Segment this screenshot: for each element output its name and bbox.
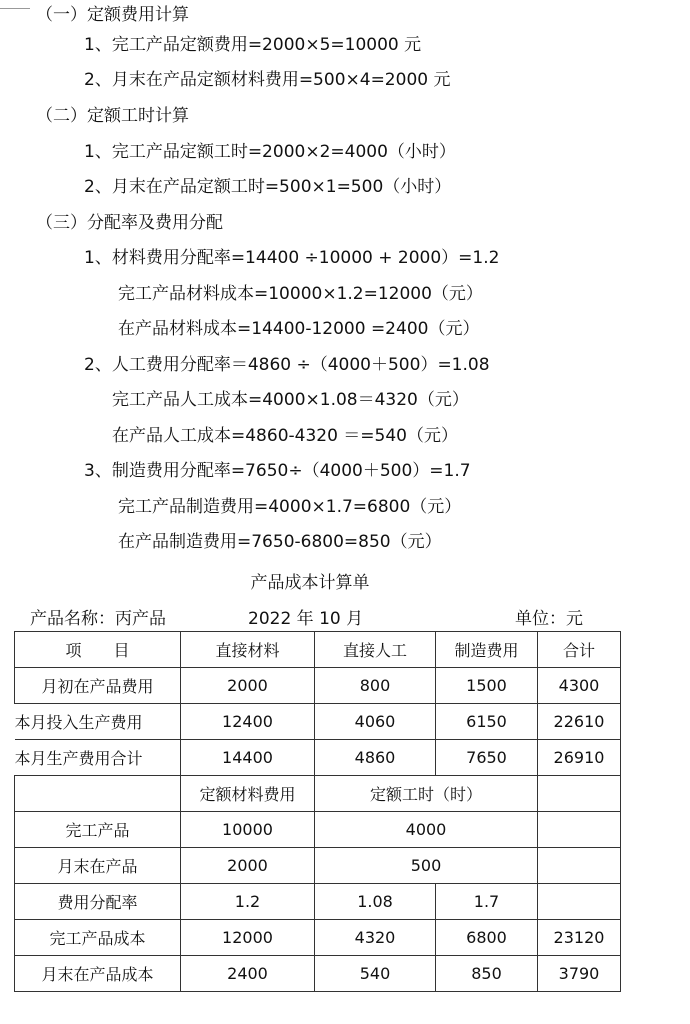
table-row: [15, 920, 621, 956]
table-cell: 10000: [181, 812, 315, 848]
table-cell: 800: [315, 668, 436, 704]
table-cell: 4000: [315, 812, 538, 848]
material-rate-line: 1、材料费用分配率=14400 ÷10000 + 2000）=1.2: [84, 248, 500, 268]
table-cell: 12000: [181, 920, 315, 956]
table-cell: 1.7: [436, 884, 538, 920]
table-cell: [538, 848, 621, 884]
table-cell: 12400: [181, 704, 315, 740]
table-cell: 2400: [181, 956, 315, 992]
table-cell: 3790: [538, 956, 621, 992]
table-row: [15, 848, 621, 884]
table-cell: [538, 884, 621, 920]
labor-rate-line: 2、人工费用分配率＝4860 ÷（4000＋500）=1.08: [84, 355, 490, 375]
table-cell: 7650: [436, 740, 538, 776]
row-label: 月初在产品费用: [15, 668, 181, 704]
row-label: 费用分配率: [15, 884, 181, 920]
table-row: [15, 668, 621, 704]
product-name: 产品名称：丙产品: [30, 609, 166, 629]
table-cell: 14400: [181, 740, 315, 776]
period: 2022 年 10 月: [248, 609, 364, 629]
row-label: 月末在产品成本: [15, 956, 181, 992]
table-cell: 4860: [315, 740, 436, 776]
table-cell: 1.08: [315, 884, 436, 920]
quota-header-row: [15, 776, 621, 812]
header-cell: 直接人工: [315, 632, 436, 668]
header-cell: 合计: [538, 632, 621, 668]
header-cell: 项 目: [15, 632, 181, 668]
section-1-heading: （一）定额费用计算: [36, 5, 189, 25]
overhead-wip-line: 在产品制造费用=7650-6800=850（元）: [118, 532, 442, 552]
overhead-rate-line: 3、制造费用分配率=7650÷（4000＋500）=1.7: [84, 461, 471, 481]
table-cell: 500: [315, 848, 538, 884]
row-label: 本月生产费用合计: [15, 740, 181, 776]
row-label: 完工产品: [15, 812, 181, 848]
table-cell: 1500: [436, 668, 538, 704]
section-1-item-1: 1、完工产品定额费用=2000×5=10000 元: [84, 35, 422, 55]
table-cell: 26910: [538, 740, 621, 776]
cost-sheet-title: 产品成本计算单: [250, 573, 370, 593]
table-row: [15, 884, 621, 920]
table-cell: [538, 812, 621, 848]
overhead-finished-line: 完工产品制造费用=4000×1.7=6800（元）: [118, 497, 462, 517]
table-cell: 4300: [538, 668, 621, 704]
material-finished-line: 完工产品材料成本=10000×1.2=12000（元）: [118, 284, 483, 304]
cost-sheet-table: [14, 631, 621, 992]
table-row: [15, 704, 621, 740]
unit: 单位：元: [515, 609, 583, 629]
table-row: [15, 740, 621, 776]
table-cell: 1.2: [181, 884, 315, 920]
header-cell: 制造费用: [436, 632, 538, 668]
material-wip-line: 在产品材料成本=14400-12000 =2400（元）: [118, 319, 480, 339]
section-2-heading: （二）定额工时计算: [36, 106, 189, 126]
row-label: 完工产品成本: [15, 920, 181, 956]
table-cell: 22610: [538, 704, 621, 740]
table-row: [15, 956, 621, 992]
page-corner-mark: [0, 8, 30, 9]
table-cell: 540: [315, 956, 436, 992]
table-header-row: [15, 632, 621, 668]
table-row: [15, 812, 621, 848]
table-cell: 4060: [315, 704, 436, 740]
quota-header-cell: 定额材料费用: [181, 776, 315, 812]
row-label: 本月投入生产费用: [15, 704, 181, 740]
table-cell: [538, 776, 621, 812]
table-cell: 850: [436, 956, 538, 992]
table-cell: [15, 776, 181, 812]
section-2-item-1: 1、完工产品定额工时=2000×2=4000（小时）: [84, 142, 456, 162]
header-cell: 直接材料: [181, 632, 315, 668]
table-cell: 6800: [436, 920, 538, 956]
row-label: 月末在产品: [15, 848, 181, 884]
labor-wip-line: 在产品人工成本=4860-4320 ＝=540（元）: [112, 426, 459, 446]
table-cell: 23120: [538, 920, 621, 956]
quota-header-cell: 定额工时（时）: [315, 776, 538, 812]
section-1-item-2: 2、月末在产品定额材料费用=500×4=2000 元: [84, 70, 451, 90]
table-cell: 6150: [436, 704, 538, 740]
table-cell: 4320: [315, 920, 436, 956]
table-cell: 2000: [181, 668, 315, 704]
section-3-heading: （三）分配率及费用分配: [36, 213, 223, 233]
table-cell: 2000: [181, 848, 315, 884]
labor-finished-line: 完工产品人工成本=4000×1.08＝4320（元）: [112, 390, 469, 410]
section-2-item-2: 2、月末在产品定额工时=500×1=500（小时）: [84, 177, 452, 197]
